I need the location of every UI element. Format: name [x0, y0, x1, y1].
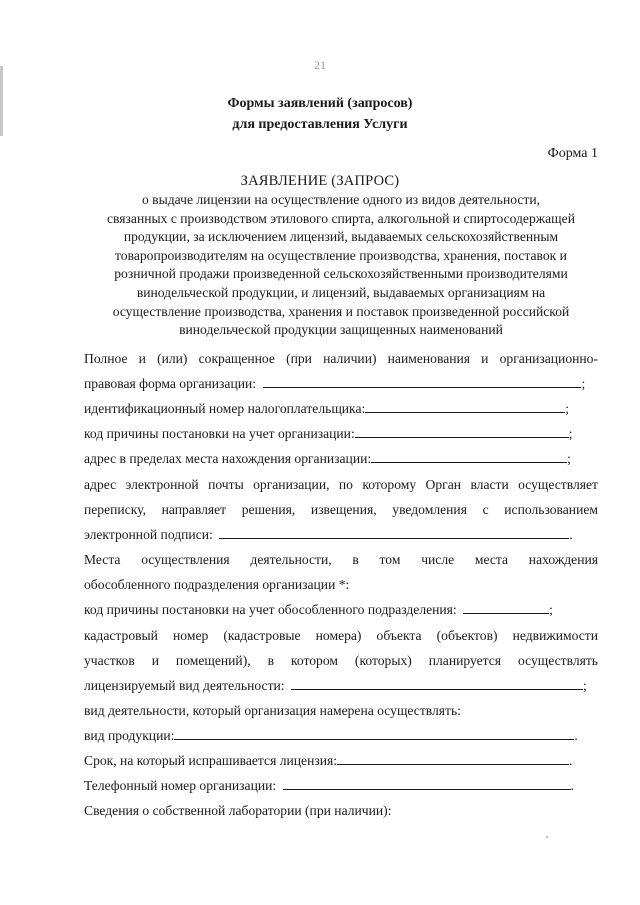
product-type-row	[84, 727, 598, 745]
kpp-branch-label: код причины постановки на учет обособленного подразделения:	[84, 602, 457, 617]
org-name-label-line-2: правовая форма организации:	[84, 376, 257, 391]
activity-type-label: вид деятельности, который организация намерена осуществлять:	[84, 703, 461, 718]
cadastral-field[interactable]	[291, 677, 583, 690]
description-line: о выдаче лицензии на осуществление одного из видов деятельности,	[141, 192, 541, 207]
description-line: винодельческой продукции, и лицензий, выдаваемых организациям на	[136, 284, 546, 300]
places-label-line-1: Места осуществления деятельности, в том числе места нахождения	[84, 552, 598, 567]
kpp-branch-field[interactable]	[463, 601, 549, 614]
address-field[interactable]	[371, 450, 567, 463]
inn-field[interactable]	[365, 400, 565, 413]
license-term-label: Срок, на который испрашивается лицензия:	[84, 753, 338, 768]
org-name-row	[84, 375, 598, 393]
field-terminator: ;	[581, 376, 586, 391]
form-number-label: Форма 1	[547, 146, 598, 161]
description-line: осуществление производства, хранения и поставок произведенной российской	[112, 303, 570, 319]
field-terminator: ;	[567, 451, 571, 466]
org-name-field[interactable]	[263, 375, 581, 388]
email-label-line-1: адрес электронной почты организации, по которому Орган власти осуществляет	[84, 477, 598, 492]
org-name-label-line-1: Полное и (или) сокращенное (при наличии) наименования и организационно-	[84, 351, 598, 366]
field-terminator: .	[570, 778, 574, 793]
address-row	[84, 450, 598, 468]
product-type-label: вид продукции:	[84, 728, 175, 743]
forms-title	[0, 93, 640, 135]
description-line: розничной продажи произведенной сельскохозяйственными производителями	[114, 266, 568, 282]
field-terminator: .	[574, 728, 578, 743]
application-description	[80, 191, 602, 340]
forms-title-line-1: Формы заявлений (запросов)	[227, 96, 413, 111]
scan-speck	[546, 836, 548, 838]
address-label: адрес в пределах места нахождения организации:	[84, 451, 372, 466]
product-type-field[interactable]	[174, 727, 574, 740]
license-term-field[interactable]	[337, 752, 569, 765]
places-label-line-2: обособленного подразделения организации *:	[84, 577, 350, 592]
cadastral-label-line-3: лицензируемый вид деятельности:	[84, 678, 285, 693]
description-line: винодельческой продукции защищенных наименований	[179, 322, 503, 338]
phone-label: Телефонный номер организации:	[84, 778, 277, 793]
description-line: связанных с производством этилового спирта, алкогольной и спиртосодержащей	[107, 210, 575, 226]
email-label-line-2: переписку, направляет решения, извещения, уведомления с использованием	[84, 502, 598, 517]
field-terminator: .	[569, 527, 573, 542]
kpp-field[interactable]	[355, 425, 569, 438]
phone-row	[84, 777, 598, 795]
kpp-row	[84, 425, 598, 443]
field-terminator: ;	[549, 602, 553, 617]
description-line: товаропроизводителям на осуществление производства, хранения, поставок и	[115, 247, 567, 263]
cadastral-label-line-1: кадастровый номер (кадастровые номера) объекта (объектов) недвижимости	[84, 628, 598, 643]
field-terminator: ;	[565, 401, 570, 416]
inn-row	[84, 400, 598, 418]
inn-label: идентификационный номер налогоплательщика:	[84, 401, 366, 416]
license-term-row	[84, 752, 598, 770]
description-line: продукции, за исключением лицензий, выдаваемых сельскохозяйственным	[123, 229, 559, 245]
phone-field[interactable]	[283, 777, 571, 790]
application-heading: ЗАЯВЛЕНИЕ (ЗАПРОС)	[240, 173, 400, 189]
email-field[interactable]	[219, 526, 569, 539]
kpp-branch-row	[84, 601, 598, 619]
page-number: 21	[314, 58, 326, 72]
cadastral-label-line-2: участков и помещений), в котором (которых) планируется осуществлять	[84, 653, 598, 668]
cadastral-row	[84, 677, 598, 695]
kpp-label: код причины постановки на учет организации:	[84, 426, 355, 441]
lab-info-label: Сведения о собственной лаборатории (при наличии):	[84, 803, 392, 818]
field-terminator: ;	[568, 426, 573, 441]
email-label-line-3: электронной подписи:	[84, 527, 213, 542]
email-row	[84, 526, 598, 544]
field-terminator: .	[569, 753, 573, 768]
forms-title-line-2: для предоставления Услуги	[232, 117, 408, 132]
field-terminator: ;	[582, 678, 587, 693]
